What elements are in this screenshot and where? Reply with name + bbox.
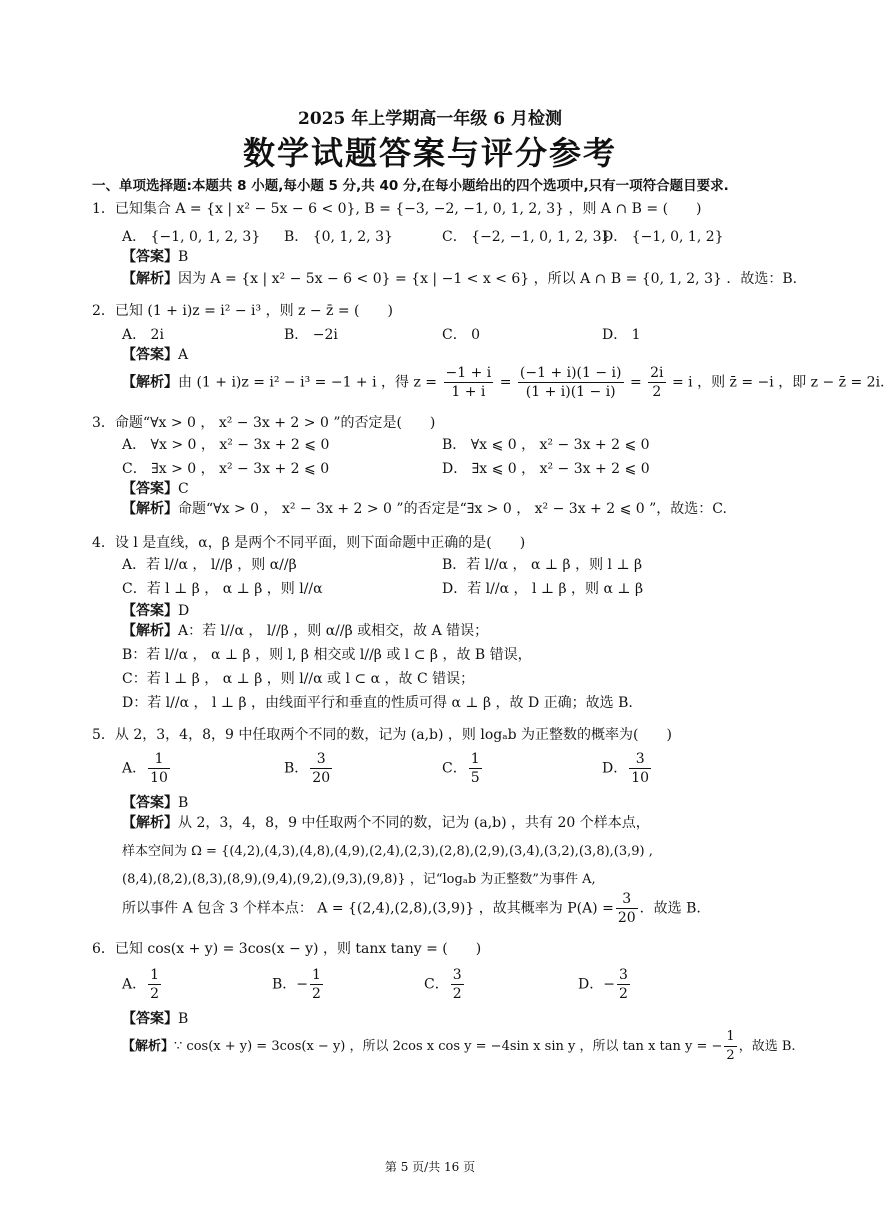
fraction: $\frac{3}{2}$ xyxy=(452,967,462,1002)
q6-option-b: B．− $\frac{1}{2}$ xyxy=(272,967,321,1002)
fraction: $\frac{(-1 + i)(1 - i)}{(1 + i)(1 - i)}$ xyxy=(519,365,622,400)
analysis-text: = i ，则 z̄ = −i ，即 z − z̄ = 2i. xyxy=(671,374,885,391)
q5-stem: 5．从 2，3，4，8，9 中任取两个不同的数，记为 (a,b) ，则 logₐb 为正整数的概率为( ) xyxy=(92,727,672,743)
analysis-text: 因为 A = {x | x² − 5x − 6 < 0} = {x | −1 < x < 6} ，所以 A ∩ B = {0, 1, 2, 3} ．故选：B. xyxy=(178,271,798,287)
q2-option-b: B． −2i xyxy=(284,327,338,343)
analysis-text: A：若 l//α ， l//β ，则 α//β 或相交，故 A 错误； xyxy=(178,623,489,639)
answer-value: B xyxy=(178,1011,189,1027)
q4-answer xyxy=(122,600,189,620)
q1-stem: 1．已知集合 A = {x | x² − 5x − 6 < 0}, B = {−3, −2, −1, 0, 1, 2, 3} ，则 A ∩ B = ( ) xyxy=(92,201,702,217)
fraction: $\frac{3}{20}$ xyxy=(312,751,331,786)
q5-analysis-line: 所以事件 A 包含 3 个样本点： A = {(2,4),(2,8),(3,9)} ，故其概率为 P(A) = $\frac{3}{20}$ ．故选 B. xyxy=(122,891,701,926)
fraction: $\frac{3}{2}$ xyxy=(618,967,628,1002)
fraction: $\frac{-1 + i}{1 + i}$ xyxy=(445,365,492,400)
q5-answer xyxy=(122,792,188,812)
q2-option-c: C． 0 xyxy=(442,327,481,343)
q1-option-d: D． {−1, 0, 1, 2} xyxy=(602,229,724,245)
section-heading: 一、单项选择题:本题共 8 小题,每小题 5 分,共 40 分,在每小题给出的四个选项中,只有一项符合题目要求. xyxy=(92,178,729,194)
fraction: $\frac{3}{20}$ xyxy=(617,891,636,926)
fraction: $\frac{2i}{2}$ xyxy=(650,365,664,400)
q4-analysis-line: C：若 l ⊥ β ， α ⊥ β ，则 l//α 或 l ⊂ α ，故 C 错误； xyxy=(122,671,475,687)
fraction: $\frac{3}{10}$ xyxy=(631,751,650,786)
fraction: $\frac{1}{2}$ xyxy=(726,1029,735,1063)
q3-analysis xyxy=(122,498,727,518)
q3-answer xyxy=(122,478,189,498)
q4-stem: 4．设 l 是直线，α，β 是两个不同平面，则下面命题中正确的是( ) xyxy=(92,535,526,551)
q1-option-a: A． {−1, 0, 1, 2, 3} xyxy=(122,229,261,245)
q3-option-c: C． ∃x > 0 ， x² − 3x + 2 ⩽ 0 xyxy=(122,461,330,477)
analysis-label: 【解析】 xyxy=(122,374,178,391)
analysis-text: 命题“∀x > 0 ， x² − 3x + 2 > 0 ”的否定是“∃x > 0 ， x² − 3x + 2 ⩽ 0 ”，故选：C. xyxy=(178,501,727,517)
q6-analysis: 【解析】∵ cos(x + y) = 3cos(x − y) ，所以 2cos x cos y = −4sin x sin y ，所以 tan x tan y = − $\frac{1}{2}$ ，故选 B. xyxy=(122,1029,796,1063)
page-footer: 第 5 页/共 16 页 xyxy=(384,1160,476,1174)
analysis-text: 从 2，3，4，8，9 中任取两个不同的数，记为 (a,b) ，共有 20 个样本点， xyxy=(178,815,650,831)
q6-answer xyxy=(122,1008,188,1028)
q2-answer xyxy=(122,344,188,364)
q5-option-b: B． $\frac{3}{20}$ xyxy=(284,751,331,786)
q4-analysis xyxy=(122,620,488,640)
q2-stem: 2．已知 (1 + i)z = i² − i³ ，则 z − z̄ = ( ) xyxy=(92,303,393,319)
answer-label: 【答案】 xyxy=(122,347,178,363)
q4-option-d: D．若 l//α ， l ⊥ β ，则 α ⊥ β xyxy=(442,581,644,597)
analysis-text: ∵ cos(x + y) = 3cos(x − y) ，所以 2cos x cos y = −4sin x sin y ，所以 tan x tan y = − xyxy=(174,1039,723,1054)
q5-analysis-line: 样本空间为 Ω = {(4,2),(4,3),(4,8),(4,9),(2,4),(2,3),(2,8),(2,9),(3,4),(3,2),(3,8),(3,9) , xyxy=(122,844,653,859)
q5-option-c: C． $\frac{1}{5}$ xyxy=(442,751,480,786)
answer-label: 【答案】 xyxy=(122,249,178,265)
answer-label: 【答案】 xyxy=(122,603,178,619)
exam-subtitle: 2025 年上学期高一年级 6 月检测 xyxy=(298,109,562,129)
answer-value: B xyxy=(178,249,189,265)
page-title: 数学试题答案与评分参考 xyxy=(242,134,617,172)
q5-option-d: D． $\frac{3}{10}$ xyxy=(602,751,650,786)
q6-option-c: C． $\frac{3}{2}$ xyxy=(424,967,462,1002)
answer-label: 【答案】 xyxy=(122,481,178,497)
q1-analysis xyxy=(122,268,797,288)
q2-option-d: D． 1 xyxy=(602,327,641,343)
q5-analysis-line: (8,4),(8,2),(8,3),(8,9),(9,4),(9,2),(9,3),(9,8)} ，记“logₐb 为正整数”为事件 A, xyxy=(122,872,596,887)
answer-value: C xyxy=(178,481,189,497)
q1-answer xyxy=(122,246,188,266)
answer-value: B xyxy=(178,795,189,811)
q2-option-a: A． 2i xyxy=(122,327,164,343)
q5-analysis xyxy=(122,812,650,832)
q3-option-a: A． ∀x > 0 ， x² − 3x + 2 ⩽ 0 xyxy=(122,437,330,453)
analysis-label: 【解析】 xyxy=(122,815,178,831)
answer-label: 【答案】 xyxy=(122,1011,178,1027)
q4-analysis-line: D：若 l//α ， l ⊥ β ，由线面平行和垂直的性质可得 α ⊥ β ，故 D 正确；故选 B. xyxy=(122,695,633,711)
q1-option-b: B． {0, 1, 2, 3} xyxy=(284,229,393,245)
answer-label: 【答案】 xyxy=(122,795,178,811)
analysis-label: 【解析】 xyxy=(122,271,178,287)
q1-option-c: C． {−2, −1, 0, 1, 2, 3} xyxy=(442,229,611,245)
q3-stem: 3．命题“∀x > 0 ， x² − 3x + 2 > 0 ”的否定是( ) xyxy=(92,415,436,431)
q4-option-a: A．若 l//α ， l//β ，则 α//β xyxy=(122,557,297,573)
analysis-text: 由 (1 + i)z = i² − i³ = −1 + i ，得 z = xyxy=(178,374,438,391)
q6-stem: 6．已知 cos(x + y) = 3cos(x − y) ，则 tanx tany = ( ) xyxy=(92,941,482,957)
analysis-label: 【解析】 xyxy=(122,623,178,639)
q4-option-c: C．若 l ⊥ β ， α ⊥ β ，则 l//α xyxy=(122,581,323,597)
q4-analysis-line: B：若 l//α ， α ⊥ β ，则 l, β 相交或 l//β 或 l ⊂ β ，故 B 错误， xyxy=(122,647,532,663)
q4-option-b: B．若 l//α ， α ⊥ β ，则 l ⊥ β xyxy=(442,557,643,573)
answer-value: D xyxy=(178,603,190,619)
analysis-label: 【解析】 xyxy=(122,1039,175,1054)
fraction: $\frac{1}{2}$ xyxy=(150,967,160,1002)
fraction: $\frac{1}{5}$ xyxy=(470,751,480,786)
fraction: $\frac{1}{10}$ xyxy=(150,751,168,786)
q3-option-d: D． ∃x ⩽ 0 ， x² − 3x + 2 ⩽ 0 xyxy=(442,461,650,477)
fraction: $\frac{1}{2}$ xyxy=(312,967,321,1002)
q5-option-a: A． $\frac{1}{10}$ xyxy=(122,751,168,786)
q6-option-d: D．− $\frac{3}{2}$ xyxy=(578,967,628,1002)
answer-value: A xyxy=(178,347,189,363)
q3-option-b: B． ∀x ⩽ 0 ， x² − 3x + 2 ⩽ 0 xyxy=(442,437,650,453)
q6-option-a: A． $\frac{1}{2}$ xyxy=(122,967,160,1002)
analysis-label: 【解析】 xyxy=(122,501,178,517)
q2-analysis: 【解析】由 (1 + i)z = i² − i³ = −1 + i ，得 z = $\frac{-1 + i}{1 + i}$ = $\frac{(-1 + i)(1 - i)}{(1 + i)(1 - i)}$ = $\frac{2i}{2}$ = i ，则 z̄ = −i ，即 z − z̄ = 2i. xyxy=(122,365,885,400)
